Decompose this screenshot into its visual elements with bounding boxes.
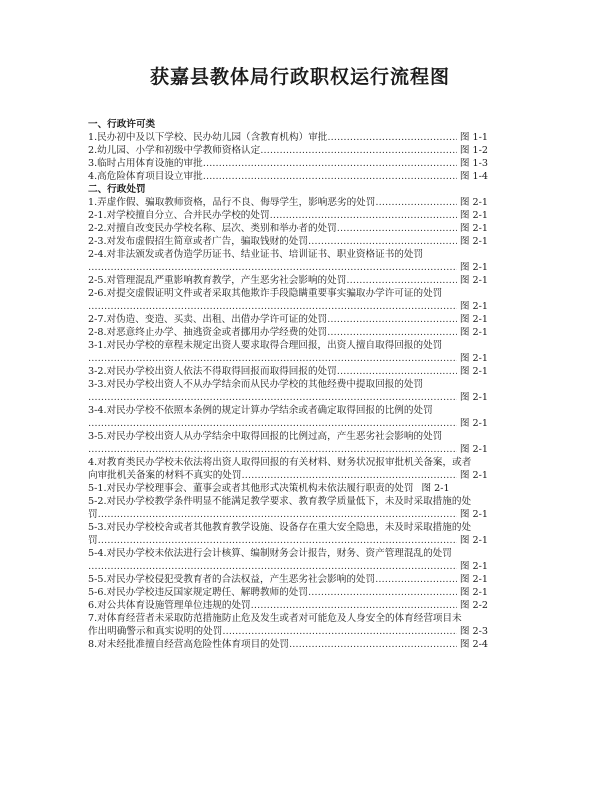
toc-entry (88, 365, 488, 378)
leader-dots (203, 170, 457, 183)
toc-entry-text: 8.对未经批准擅自经营高危险性体育项目的处罚 (88, 639, 290, 650)
figure-ref: 图 2-1 (459, 210, 488, 221)
figure-ref: 图 2-1 (459, 366, 488, 377)
leader-dots (270, 209, 457, 222)
toc-entry-text: 3-3.对民办学校出资人不从办学结余而从民办学校的其他经费中提取回报的处罚 (88, 379, 424, 390)
leader-dots (88, 261, 457, 274)
figure-ref: 图 2-3 (459, 626, 488, 637)
toc-entry (88, 209, 488, 222)
toc-entry (88, 560, 488, 573)
figure-ref: 图 2-1 (459, 587, 488, 598)
figure-ref: 图 2-1 (459, 223, 488, 234)
toc-entry (88, 586, 488, 599)
toc-entry-text: 5-4.对民办学校未依法进行会计核算、编制财务会计报告，财务、资产管理混乱的处罚 (88, 548, 452, 559)
figure-ref: 图 2-1 (421, 483, 450, 494)
toc-entry-text: 2-3.对发布虚假招生简章或者广告，骗取钱财的处罚 (88, 236, 308, 247)
toc-entry (88, 157, 488, 170)
leader-dots (88, 443, 457, 456)
toc-entry-text: 1.弄虚作假、骗取教师资格，品行不良、侮辱学生，影响恶劣的处罚 (88, 197, 376, 208)
table-of-contents (88, 118, 488, 651)
toc-entry (88, 300, 488, 313)
toc-entry-text: 向审批机关备案的材料不真实的处罚 (88, 470, 242, 481)
toc-entry-text: 3.临时占用体育设施的审批 (88, 158, 203, 169)
figure-ref: 图 2-1 (459, 262, 488, 273)
toc-entry-text: 罚 (88, 509, 98, 520)
toc-entry (88, 352, 488, 365)
toc-entry (88, 261, 488, 274)
figure-ref: 图 2-2 (459, 600, 488, 611)
toc-entry-text: 5-3.对民办学校校舍或者其他教育教学设施、设备存在重大安全隐患，未及时采取措施的处 (88, 522, 472, 533)
toc-entry-text: 5-1.对民办学校理事会、董事会或者其他形式决策机构未依法履行职责的处罚 (88, 483, 414, 494)
section-heading: 一、行政许可类 (88, 119, 156, 130)
toc-entry (88, 508, 488, 521)
toc-entry-text: 2-6.对提交虚假证明文件或者采取其他欺诈手段隐瞒重要事实骗取办学许可证的处罚 (88, 288, 443, 299)
toc-entry (88, 638, 488, 651)
leader-dots (327, 131, 457, 144)
leader-dots (308, 235, 457, 248)
leader-dots (88, 417, 457, 430)
leader-dots (337, 365, 457, 378)
toc-entry (88, 131, 488, 144)
leader-dots (308, 586, 457, 599)
figure-ref: 图 1-2 (459, 145, 488, 156)
figure-ref: 图 2-1 (459, 418, 488, 429)
leader-dots (327, 313, 457, 326)
figure-ref: 图 2-1 (459, 236, 488, 247)
leader-dots (375, 196, 457, 209)
leader-dots (242, 469, 457, 482)
page-title: 获嘉县教体局行政职权运行流程图 (149, 66, 450, 88)
leader-dots (337, 222, 457, 235)
toc-entry-text: 3-5.对民办学校出资人从办学结余中取得回报的比例过高，产生恶劣社会影响的处罚 (88, 431, 443, 442)
figure-ref: 图 1-3 (459, 158, 488, 169)
leader-dots (88, 391, 457, 404)
toc-entry-text: 3-4.对民办学校不依照本条例的规定计算办学结余或者确定取得回报的比例的处罚 (88, 405, 433, 416)
figure-ref: 图 2-1 (459, 301, 488, 312)
leader-dots (327, 326, 457, 339)
toc-entry (88, 469, 488, 482)
toc-entry (88, 534, 488, 547)
toc-entry (88, 391, 488, 404)
toc-entry-text: 3-2.对民办学校出资人依法不得取得回报而取得回报的处罚 (88, 366, 337, 377)
figure-ref: 图 2-1 (459, 535, 488, 546)
figure-ref: 图 2-1 (459, 275, 488, 286)
leader-dots (260, 144, 457, 157)
toc-entry (88, 482, 488, 495)
toc-entry-text: 2-1.对学校擅自分立、合并民办学校的处罚 (88, 210, 270, 221)
leader-dots (289, 638, 457, 651)
section-heading: 二、行政处罚 (88, 184, 146, 195)
figure-ref: 图 2-4 (459, 639, 488, 650)
toc-entry-text: 2-2.对擅自改变民办学校名称、层次、类别和举办者的处罚 (88, 223, 337, 234)
figure-ref: 图 2-1 (459, 392, 488, 403)
toc-entry-text: 4.高危险体育项目设立审批 (88, 171, 203, 182)
toc-entry-text: 6.对公共体育设施管理单位违规的处罚 (88, 600, 251, 611)
toc-entry (88, 274, 488, 287)
leader-dots (251, 599, 457, 612)
toc-entry-text: 2-8.对恶意终止办学、抽逃资金或者挪用办学经费的处罚 (88, 327, 328, 338)
toc-entry-text: 2-7.对伪造、变造、买卖、出租、出借办学许可证的处罚 (88, 314, 328, 325)
toc-entry (88, 417, 488, 430)
toc-entry-text: 5-2.对民办学校教学条件明显不能满足教学要求、教育教学质量低下，未及时采取措施的处 (88, 496, 472, 507)
toc-entry-text: 4.对教育类民办学校未依法将出资人取得回报的有关材料、财务状况报审批机关备案，或者 (88, 457, 472, 468)
toc-entry-text: 2-4.对非法颁发或者伪造学历证书、结业证书、培训证书、职业资格证书的处罚 (88, 249, 424, 260)
figure-ref: 图 1-1 (459, 132, 488, 143)
toc-entry (88, 144, 488, 157)
toc-entry-text: 5-5.对民办学校侵犯受教育者的合法权益，产生恶劣社会影响的处罚 (88, 574, 376, 585)
toc-entry (88, 625, 488, 638)
figure-ref: 图 2-1 (459, 574, 488, 585)
toc-entry-text: 2.幼儿园、小学和初级中学教师资格认定 (88, 145, 261, 156)
toc-entry (88, 326, 488, 339)
figure-ref: 图 2-1 (459, 353, 488, 364)
leader-dots (375, 573, 457, 586)
toc-entry (88, 196, 488, 209)
toc-entry (88, 599, 488, 612)
leader-dots (203, 157, 457, 170)
leader-dots (88, 352, 457, 365)
toc-entry-text: 2-5.对管理混乱严重影响教育教学，产生恶劣社会影响的处罚 (88, 275, 347, 286)
figure-ref: 图 2-1 (459, 444, 488, 455)
figure-ref: 图 2-1 (459, 470, 488, 481)
toc-entry-text: 作出明确警示和真实说明的处罚 (88, 626, 223, 637)
figure-ref: 图 2-1 (459, 314, 488, 325)
toc-entry-text: 3-1.对民办学校的章程未规定出资人要求取得合理回报，出资人擅自取得回报的处罚 (88, 340, 443, 351)
leader-dots (88, 300, 457, 313)
toc-entry (88, 573, 488, 586)
figure-ref: 图 2-1 (459, 197, 488, 208)
toc-entry-text: 7.对体育经营者未采取防范措施防止危及发生或者对可能危及人身安全的体育经营项目未 (88, 613, 462, 624)
figure-ref: 图 2-1 (459, 327, 488, 338)
leader-dots (98, 534, 457, 547)
toc-entry (88, 235, 488, 248)
toc-entry-text: 5-6.对民办学校违反国家规定聘任、解聘教师的处罚 (88, 587, 308, 598)
leader-dots (98, 508, 457, 521)
toc-entry (88, 222, 488, 235)
toc-entry (88, 313, 488, 326)
toc-entry (88, 443, 488, 456)
toc-entry-text: 1.民办初中及以下学校、民办幼儿园（含教育机构）审批 (88, 132, 328, 143)
leader-dots (346, 274, 457, 287)
figure-ref: 图 2-1 (459, 509, 488, 520)
leader-dots (222, 625, 457, 638)
toc-entry-text: 罚 (88, 535, 98, 546)
toc-entry (88, 170, 488, 183)
leader-dots (88, 560, 457, 573)
figure-ref: 图 1-4 (459, 171, 488, 182)
figure-ref: 图 2-1 (459, 561, 488, 572)
